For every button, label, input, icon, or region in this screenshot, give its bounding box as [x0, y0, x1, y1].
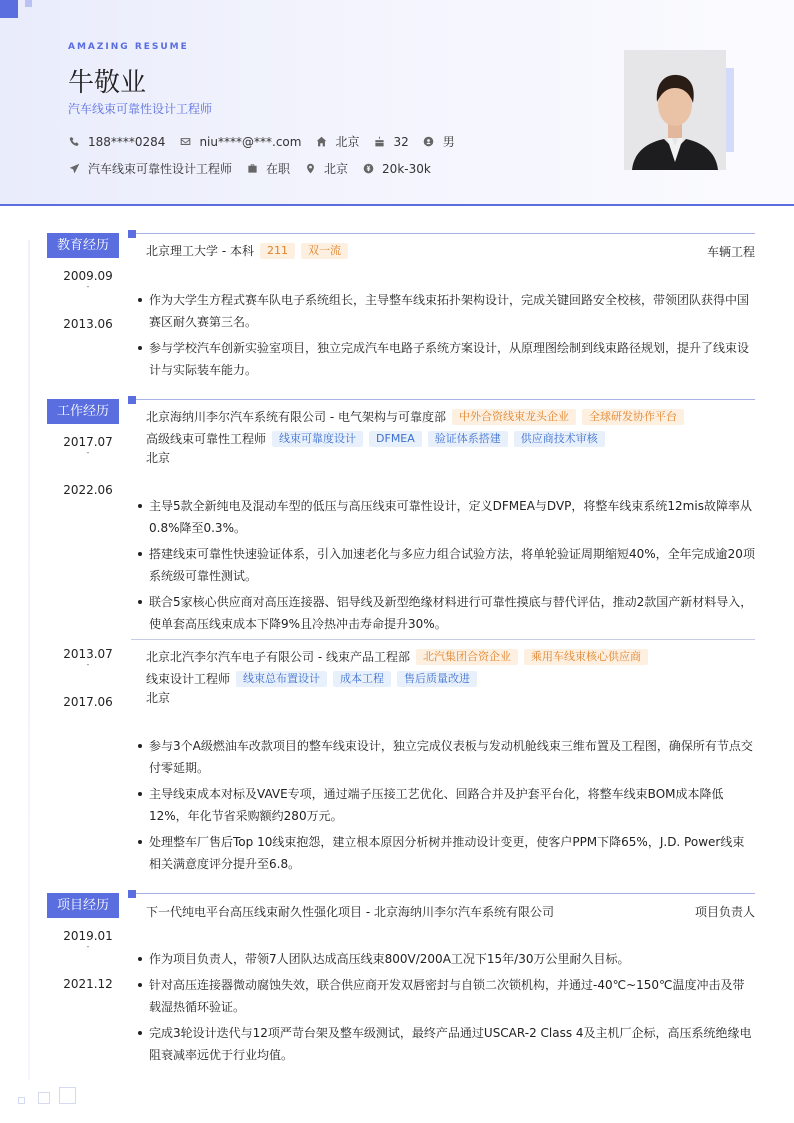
list-item: 完成3轮设计迭代与12项严苛台架及整车级测试，最终产品通过USCAR-2 Class 4及主机厂企标，高压系统绝缘电阻衰减率远优于行业均值。 [136, 1022, 756, 1066]
home-city: 北京 [335, 135, 360, 149]
target-role: 汽车线束可靠性设计工程师 [88, 162, 233, 176]
work-highlights [136, 735, 756, 879]
resume-header [0, 0, 794, 206]
school-tag: 双一流 [301, 243, 348, 259]
section-marker [128, 230, 136, 238]
work-entry-header [146, 408, 684, 425]
status-item [246, 160, 290, 177]
salary-item [362, 162, 431, 176]
section-divider [136, 233, 755, 234]
list-item: 处理整车厂售后Top 10线束抱怨，建立根本原因分析树并推动设计变更，使客户PPM下降65%，J.D. Power线束相关满意度评分提升至6.8。 [136, 831, 756, 875]
section-title-projects: 项目经历 [47, 893, 119, 918]
decor-square [0, 0, 18, 18]
date-end: 2017.06 [63, 695, 113, 709]
date-start: 2017.07 [63, 435, 113, 449]
list-item: 作为项目负责人，带领7人团队达成高压线束800V/200A工况下15年/30万公里耐久目标。 [136, 948, 756, 970]
project-entry-header [146, 903, 554, 920]
home-icon [315, 136, 327, 148]
phone-item [68, 135, 165, 149]
section-title-education: 教育经历 [47, 233, 119, 258]
skill-tag: 成本工程 [333, 671, 391, 687]
list-item: 联合5家核心供应商对高压连接器、铝导线及新型绝缘材料进行可靠性摸底与替代评估，推动2款国产新材料导入，使单套高压线束成本下降9%且冷热冲击寿命提升30%。 [136, 591, 756, 635]
email-item [179, 135, 301, 149]
skill-tag: DFMEA [369, 431, 422, 447]
work-entry-header [146, 648, 648, 665]
company-tag: 北汽集团合资企业 [416, 649, 518, 665]
target-city-item [304, 160, 348, 177]
section-title-work: 工作经历 [47, 399, 119, 424]
school-degree: 北京理工大学 - 本科 [146, 244, 254, 258]
age-value: 32 [393, 134, 409, 149]
send-icon [68, 163, 80, 175]
project-role: 项目负责人 [694, 905, 755, 919]
company-name: 北京海纳川李尔汽车系统有限公司 - 电气架构与可靠度部 [146, 410, 446, 424]
location-icon [304, 163, 316, 175]
list-item: 参与3个A级燃油车改款项目的整车线束设计，独立完成仪表板与发动机舱线束三维布置及工程图，确保所有节点交付零延期。 [136, 735, 756, 779]
phone-number: 188****0284 [88, 134, 166, 149]
employment-status: 在职 [266, 162, 291, 176]
work-position-line [146, 430, 605, 447]
job-city: 北京 [146, 451, 171, 465]
decor-square [38, 1092, 50, 1104]
mail-icon [179, 136, 191, 148]
job-position: 线束设计工程师 [146, 672, 231, 686]
profile-photo [624, 50, 726, 170]
work-position-line [146, 670, 477, 687]
list-item: 参与学校汽车创新实验室项目，独立完成汽车电路子系统方案设计，从原理图绘制到线束路径规划，提升了线束设计与实际装车能力。 [136, 337, 756, 381]
education-entry-header [146, 242, 348, 259]
section-marker [128, 396, 136, 404]
phone-icon [68, 136, 80, 148]
cake-icon [373, 136, 385, 148]
briefcase-icon [246, 163, 258, 175]
job-position: 高级线束可靠性工程师 [146, 432, 267, 446]
project-name: 下一代纯电平台高压线束耐久性强化项目 - 北京海纳川李尔汽车系统有限公司 [146, 905, 554, 919]
section-divider [136, 399, 755, 400]
section-divider [136, 893, 755, 894]
list-item: 主导线束成本对标及VAVE专项，通过端子压接工艺优化、回路合并及护套平台化，将整车线束BOM成本降低12%，年化节省采购额约280万元。 [136, 783, 756, 827]
decor-square [59, 1087, 76, 1104]
company-tag: 乘用车线束核心供应商 [524, 649, 648, 665]
skill-tag: 线束总布置设计 [236, 671, 327, 687]
job-city: 北京 [146, 691, 171, 705]
date-start: 2019.01 [63, 929, 113, 943]
candidate-role: 汽车线束可靠性设计工程师 [68, 102, 213, 116]
skill-tag: 售后质量改进 [397, 671, 477, 687]
contact-row [68, 133, 469, 150]
decor-square-small [25, 0, 32, 7]
list-item: 主导5款全新纯电及混动车型的低压与高压线束可靠性设计，定义DFMEA与DVP，将整车线束系统12mis故障率从0.8%降至0.3%。 [136, 495, 756, 539]
skill-tag: 验证体系搭建 [428, 431, 508, 447]
work-date: 2017.07 - 2022.06 [63, 435, 113, 497]
list-item: 搭建线束可靠性快速验证体系，引入加速老化与多应力组合试验方法，将单轮验证周期缩短40%，全年完成逾20项系统级可靠性测试。 [136, 543, 756, 587]
work-date: 2013.07 - 2017.06 [63, 647, 113, 709]
school-tag: 211 [260, 243, 295, 259]
list-item: 作为大学生方程式赛车队电子系统组长，主导整车线束拓扑架构设计，完成关键回路安全校核，带领团队获得中国赛区耐久赛第三名。 [136, 289, 756, 333]
company-tag: 全球研发协作平台 [582, 409, 684, 425]
target-role-item [68, 160, 232, 177]
date-end: 2013.06 [63, 317, 113, 331]
target-city: 北京 [324, 162, 349, 176]
project-highlights [136, 948, 756, 1070]
expected-salary: 20k-30k [382, 161, 431, 176]
candidate-name: 牛敬业 [68, 68, 147, 98]
date-start: 2009.09 [63, 269, 113, 283]
education-date: 2009.09 - 2013.06 [63, 269, 113, 331]
date-start: 2013.07 [63, 647, 113, 661]
project-date: 2019.01 - 2021.12 [63, 929, 113, 991]
date-end: 2022.06 [63, 483, 113, 497]
education-highlights [136, 289, 756, 385]
gender-icon [423, 136, 435, 148]
education-major: 车辆工程 [706, 245, 755, 259]
email-address: niu****@***.com [199, 134, 302, 149]
list-item: 针对高压连接器微动腐蚀失效，联合供应商开发双唇密封与自锁二次锁机构，并通过-40℃~150℃温度冲击及带载湿热循环验证。 [136, 974, 756, 1018]
gender-item [423, 133, 455, 150]
company-name: 北京北汽李尔汽车电子有限公司 - 线束产品工程部 [146, 650, 410, 664]
company-tag: 中外合资线束龙头企业 [452, 409, 576, 425]
section-marker [128, 890, 136, 898]
money-icon [362, 163, 374, 175]
resume-tagline: AMAZING RESUME [68, 42, 189, 52]
date-end: 2021.12 [63, 977, 113, 991]
work-highlights [136, 495, 756, 639]
decor-square [18, 1097, 25, 1104]
skill-tag: 供应商技术审核 [514, 431, 605, 447]
home-item [315, 133, 359, 150]
entry-divider [131, 639, 755, 640]
left-timeline-bar [28, 240, 30, 1080]
gender-value: 男 [442, 135, 455, 149]
age-item [373, 135, 408, 149]
skill-tag: 线束可靠度设计 [272, 431, 363, 447]
job-intent-row [68, 160, 445, 177]
